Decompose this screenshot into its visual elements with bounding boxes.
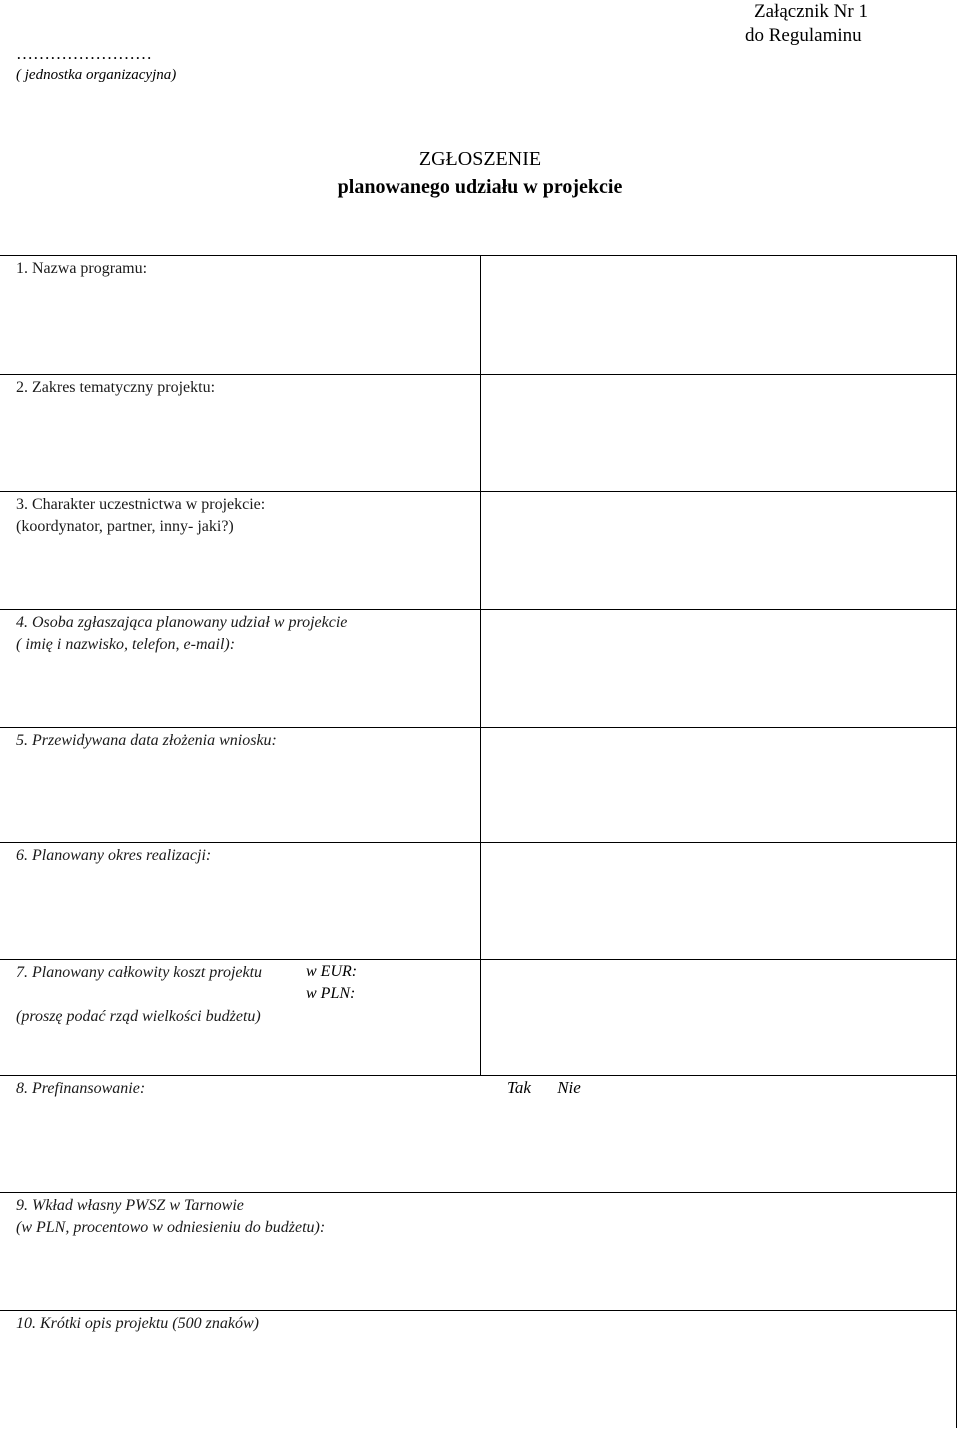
field-row-total-cost bbox=[0, 960, 957, 1076]
organizational-unit bbox=[16, 44, 176, 86]
prefinancing-options bbox=[507, 1078, 581, 1098]
form-title bbox=[0, 145, 960, 201]
title-main: ZGŁOSZENIE bbox=[418, 148, 542, 170]
field-label: 8. Prefinansowanie: bbox=[16, 1080, 146, 1097]
annex-line-1: Załącznik Nr 1 bbox=[754, 1, 868, 22]
annex-label bbox=[745, 0, 868, 48]
field-row-short-description bbox=[0, 1311, 957, 1429]
field-label: 4. Osoba zgłaszająca planowany udział w projekcie ( imię i nazwisko, telefon, e-mail): bbox=[16, 614, 348, 653]
field-row-program-name bbox=[0, 256, 957, 375]
field-label: 3. Charakter uczestnictwa w projekcie: (koordynator, partner, inny- jaki?) bbox=[16, 496, 266, 535]
field-row-prefinancing bbox=[0, 1076, 957, 1193]
field-label: 2. Zakres tematyczny projektu: bbox=[16, 379, 216, 396]
field-row-submitter bbox=[0, 610, 957, 728]
field-label: 1. Nazwa programu: bbox=[16, 260, 148, 277]
option-yes[interactable]: Tak bbox=[507, 1078, 531, 1097]
option-no[interactable]: Nie bbox=[557, 1078, 581, 1097]
cost-pln-label: w PLN: bbox=[306, 985, 356, 1002]
application-form-table bbox=[0, 255, 957, 1428]
field-label: 9. Wkład własny PWSZ w Tarnowie (w PLN, procentowo w odniesieniu do budżetu): bbox=[16, 1197, 326, 1236]
title-sub: planowanego udziału w projekcie bbox=[337, 176, 623, 198]
field-label: 6. Planowany okres realizacji: bbox=[16, 847, 212, 864]
field-row-own-contribution bbox=[0, 1193, 957, 1311]
field-label: 7. Planowany całkowity koszt projektu (proszę podać rząd wielkości budżetu) bbox=[16, 964, 263, 1025]
unit-caption: ( jednostka organizacyjna) bbox=[16, 67, 177, 83]
field-label: 5. Przewidywana data złożenia wniosku: bbox=[16, 732, 277, 749]
unit-dotted-line: …………………… bbox=[16, 44, 152, 63]
cost-eur-label: w EUR: bbox=[306, 963, 358, 980]
field-label: 10. Krótki opis projektu (500 znaków) bbox=[16, 1315, 259, 1332]
field-row-submission-date bbox=[0, 728, 957, 843]
field-row-thematic-scope bbox=[0, 375, 957, 492]
annex-line-2: do Regulaminu bbox=[745, 25, 862, 46]
field-row-participation-type bbox=[0, 492, 957, 610]
field-row-implementation-period bbox=[0, 843, 957, 960]
